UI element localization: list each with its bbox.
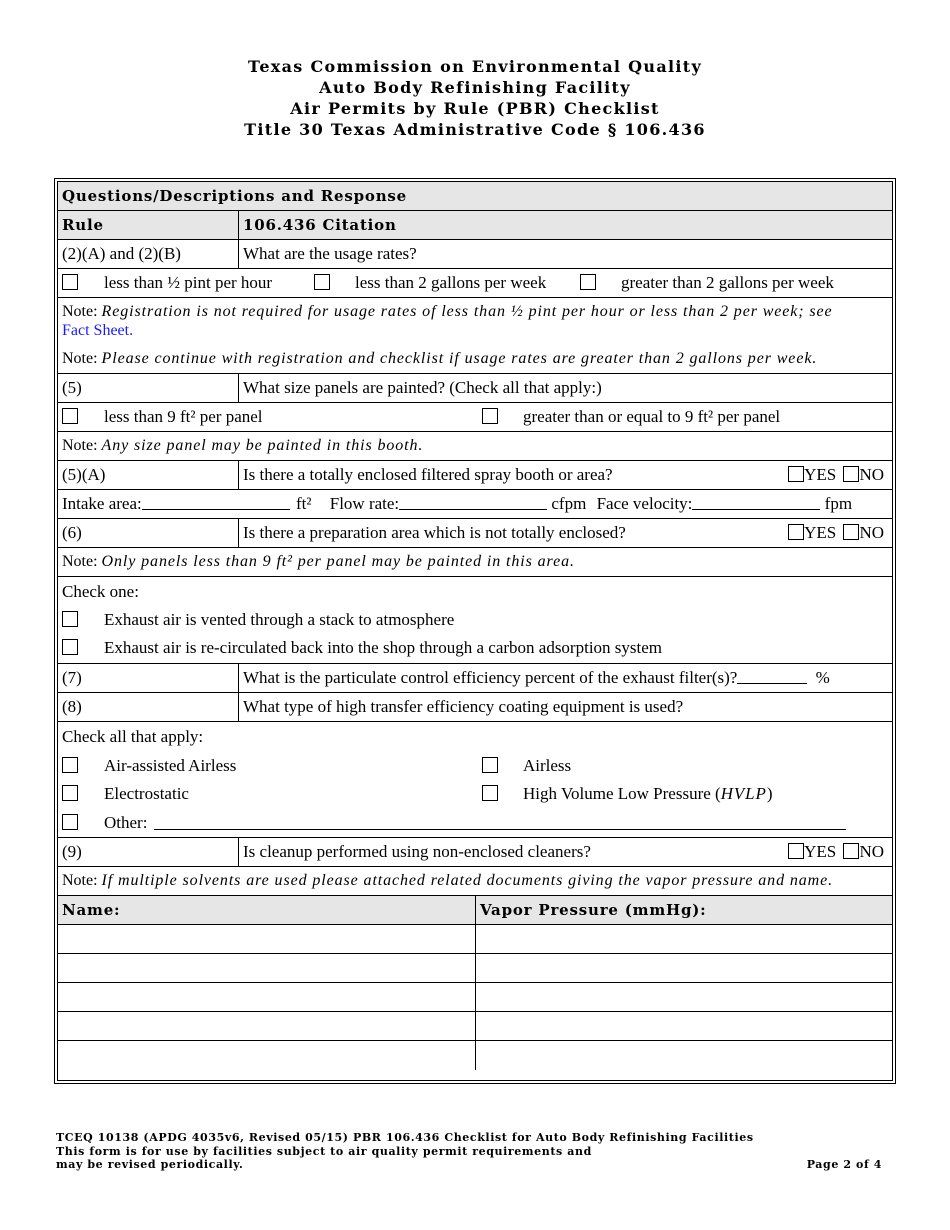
table-row — [58, 925, 892, 954]
usage-notes — [58, 298, 892, 374]
note-prefix: Note: — [62, 872, 98, 889]
vapor-pressure-header: Vapor Pressure (mmHg): — [480, 901, 707, 919]
footer-revision-note: may be revised periodically. — [56, 1158, 244, 1171]
usage-greater-checkbox[interactable] — [580, 274, 596, 290]
panel-options-row — [58, 403, 892, 432]
table-row — [58, 1041, 892, 1070]
percent-unit: % — [815, 668, 830, 687]
vapor-pressure-cell[interactable] — [476, 1012, 892, 1040]
flow-rate-label: Flow rate: — [329, 494, 400, 513]
form-title: Air Permits by Rule (PBR) Checklist — [290, 99, 660, 118]
table-row — [58, 954, 892, 983]
facility-type: Auto Body Refinishing Facility — [319, 78, 631, 97]
question-text: What size panels are painted? (Check all that apply:) — [243, 378, 602, 397]
check-one-label: Check one: — [62, 582, 139, 601]
usage-2-gallons-label: less than 2 gallons per week — [355, 273, 547, 292]
rule-column-header: Rule — [58, 211, 239, 239]
vapor-pressure-cell[interactable] — [476, 925, 892, 953]
rule-cell: (5) — [58, 374, 239, 402]
solvent-name-cell[interactable] — [58, 983, 476, 1011]
other-equipment-field[interactable] — [154, 814, 846, 830]
question-row-coating-equipment — [58, 693, 892, 722]
other-checkbox[interactable] — [62, 814, 78, 830]
hvlp-checkbox[interactable] — [482, 785, 498, 801]
vapor-pressure-cell[interactable] — [476, 1041, 892, 1070]
yes-no-group — [785, 838, 884, 866]
exhaust-recirculated-label: Exhaust air is re-circulated back into the shop through a carbon adsorption system — [104, 638, 663, 657]
solvent-name-header: Name: — [58, 896, 476, 924]
question-text: What are the usage rates? — [243, 244, 417, 263]
air-assisted-airless-checkbox[interactable] — [62, 757, 78, 773]
yes-no-group — [785, 461, 884, 489]
question-row-prep-area — [58, 519, 892, 548]
hvlp-label-text: High Volume Low Pressure ( — [523, 784, 721, 803]
note-prefix: Note: — [62, 553, 98, 570]
solvent-name-cell[interactable] — [58, 1012, 476, 1040]
airless-checkbox[interactable] — [482, 757, 498, 773]
checklist-table — [54, 178, 896, 1084]
form-footer — [56, 1131, 882, 1172]
intake-area-field[interactable] — [142, 494, 290, 510]
face-velocity-field[interactable] — [692, 494, 820, 510]
no-label: NO — [859, 523, 884, 542]
hvlp-abbreviation: HVLP — [720, 784, 767, 803]
flow-rate-field[interactable] — [399, 494, 547, 510]
no-label: NO — [859, 842, 884, 861]
cleanup-yes-checkbox[interactable] — [788, 843, 804, 859]
face-velocity-unit: fpm — [824, 494, 853, 513]
note-prefix: Note: — [62, 350, 98, 367]
equipment-options — [58, 722, 892, 838]
prep-area-note-text: Only panels less than 9 ft² per panel may be painted in this area. — [101, 553, 575, 570]
hvlp-label — [523, 780, 772, 808]
yes-label: YES — [804, 523, 837, 542]
column-header-row — [58, 211, 892, 240]
question-row-filter-efficiency — [58, 664, 892, 693]
question-text: Is there a preparation area which is not totally enclosed? — [243, 523, 626, 542]
question-text: Is there a totally enclosed filtered spray booth or area? — [243, 465, 613, 484]
rule-cell: (9) — [58, 838, 239, 866]
vapor-pressure-cell[interactable] — [476, 983, 892, 1011]
rule-cell: (7) — [58, 664, 239, 692]
solvent-name-cell[interactable] — [58, 1041, 476, 1070]
rule-cell: (6) — [58, 519, 239, 547]
question-text: What is the particulate control efficiency percent of the exhaust filter(s)? — [243, 668, 738, 687]
question-text: What type of high transfer efficiency coating equipment is used? — [243, 697, 684, 716]
intake-area-label: Intake area: — [62, 494, 142, 513]
intake-unit: ft² — [296, 494, 312, 513]
panel-small-checkbox[interactable] — [62, 408, 78, 424]
prep-area-note — [58, 548, 892, 577]
citation-column-header: 106.436 Citation — [243, 216, 397, 234]
hvlp-label-close: ) — [766, 784, 773, 803]
question-row-cleanup — [58, 838, 892, 867]
question-cell — [239, 461, 892, 489]
panel-note — [58, 432, 892, 461]
question-cell — [239, 838, 892, 866]
rule-cell: (8) — [58, 693, 239, 721]
efficiency-percent-field[interactable] — [737, 668, 807, 684]
table-row — [58, 1012, 892, 1041]
solvent-note-text: If multiple solvents are used please attached related documents giving the vapor pressure and name. — [101, 872, 834, 889]
usage-greater-label: greater than 2 gallons per week — [621, 273, 834, 292]
usage-2-gallons-checkbox[interactable] — [314, 274, 330, 290]
form-header — [0, 56, 950, 140]
code-citation: Title 30 Texas Administrative Code § 106.436 — [244, 120, 706, 139]
panel-large-checkbox[interactable] — [482, 408, 498, 424]
solvent-table-header — [58, 896, 892, 925]
vapor-pressure-cell[interactable] — [476, 954, 892, 982]
rule-cell: (5)(A) — [58, 461, 239, 489]
table-row — [58, 983, 892, 1012]
exhaust-stack-checkbox[interactable] — [62, 611, 78, 627]
no-label: NO — [859, 465, 884, 484]
panel-large-label: greater than or equal to 9 ft² per panel — [523, 407, 781, 426]
spray-booth-yes-checkbox[interactable] — [788, 466, 804, 482]
continue-note: Please continue with registration and checklist if usage rates are greater than 2 gallons per week. — [101, 350, 818, 367]
note-prefix: Note: — [62, 303, 98, 320]
footer-usage-note: This form is for use by facilities subject to air quality permit requirements and — [56, 1144, 592, 1158]
cleanup-no-checkbox[interactable] — [843, 843, 859, 859]
solvent-note — [58, 867, 892, 896]
airless-label: Airless — [523, 756, 572, 775]
yes-label: YES — [804, 842, 837, 861]
question-row-panels — [58, 374, 892, 403]
panel-note-text: Any size panel may be painted in this booth. — [101, 437, 424, 454]
form-id: TCEQ 10138 (APDG 4035v6, Revised 05/15) PBR 106.436 Checklist for Auto Body Refinishing Facilities — [56, 1131, 754, 1144]
check-all-label: Check all that apply: — [62, 727, 204, 746]
usage-options-row — [58, 269, 892, 298]
agency-name: Texas Commission on Environmental Quality — [247, 57, 703, 76]
spray-booth-no-checkbox[interactable] — [843, 466, 859, 482]
yes-no-group — [785, 519, 884, 547]
note-prefix: Note: — [62, 437, 98, 454]
fact-sheet-link[interactable]: Fact Sheet. — [62, 322, 134, 339]
usage-half-pint-checkbox[interactable] — [62, 274, 78, 290]
question-cell — [239, 664, 892, 692]
question-text: Is cleanup performed using non-enclosed cleaners? — [243, 842, 591, 861]
yes-label: YES — [804, 465, 837, 484]
air-assisted-airless-label: Air-assisted Airless — [104, 756, 237, 775]
question-cell — [239, 519, 892, 547]
booth-measurements-row — [58, 490, 892, 519]
face-velocity-label: Face velocity: — [596, 494, 693, 513]
prep-area-no-checkbox[interactable] — [843, 524, 859, 540]
other-label: Other: — [104, 813, 148, 832]
flow-rate-unit: cfpm — [551, 494, 587, 513]
page-number: Page 2 of 4 — [806, 1158, 882, 1171]
exhaust-options — [58, 577, 892, 664]
panel-small-label: less than 9 ft² per panel — [104, 407, 263, 426]
table-title: Questions/Descriptions and Response — [58, 182, 892, 211]
usage-half-pint-label: less than ½ pint per hour — [104, 273, 273, 292]
prep-area-yes-checkbox[interactable] — [788, 524, 804, 540]
exhaust-recirculated-checkbox[interactable] — [62, 639, 78, 655]
question-row-usage — [58, 240, 892, 269]
rule-cell: (2)(A) and (2)(B) — [58, 240, 239, 268]
exhaust-stack-label: Exhaust air is vented through a stack to atmosphere — [104, 610, 455, 629]
electrostatic-label: Electrostatic — [104, 784, 189, 803]
solvent-name-cell[interactable] — [58, 925, 476, 953]
question-row-spray-booth — [58, 461, 892, 490]
electrostatic-checkbox[interactable] — [62, 785, 78, 801]
solvent-name-cell[interactable] — [58, 954, 476, 982]
registration-note: Registration is not required for usage rates of less than ½ pint per hour or less than 2 per week; see — [101, 303, 833, 320]
